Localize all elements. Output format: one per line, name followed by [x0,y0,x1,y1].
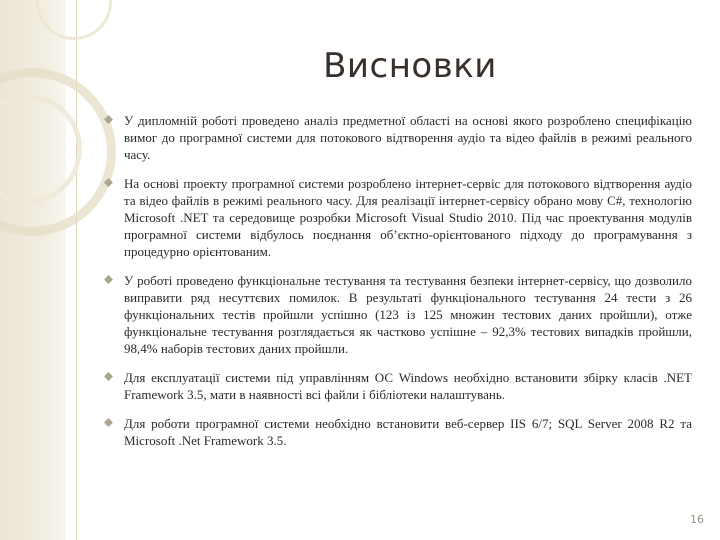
list-item-text: У дипломній роботі проведено аналіз предметної області на основі якого розроблено специфікацію вимог до програмної системи для потокового відтворення аудіо та відео файлів в режимі реального часу. [124,113,692,162]
bullet-list [104,112,692,461]
list-item [104,272,692,357]
bullet-diamond-icon [104,372,113,381]
bullet-diamond-icon [104,115,113,124]
bullet-diamond-icon [104,418,113,427]
list-item-text: На основі проекту програмної системи розроблено інтернет-сервіс для потокового відтворення аудіо та відео файлів в режимі реального часу. Для реалізації інтернет-сервісу обрано мову C#, технологію Microsoft .NET та середовище розробки Microsoft Visual Studio 2010. Під час проектування модулів програмної системи відбулось поєднання об’єктно-орієнтованого підходу до програмування з процедурно орієнтованим. [124,176,692,259]
list-item [104,112,692,163]
list-item-text: Для роботи програмної системи необхідно встановити веб-сервер IIS 6/7; SQL Server 2008 R2 та Microsoft .Net Framework 3.5. [124,416,692,448]
list-item-text: У роботі проведено функціональне тестування та тестування безпеки інтернет-сервісу, що дозволило виправити ряд несуттєвих помилок. В результаті функціонального тестування 24 тести з 26 функціональних тестів пройшли успішно (123 із 125 множин тестових даних пройшли), отже функціональне тестування розглядається як частково успішне – 92,3% тестових випадків пройшли, 98,4% наборів тестових даних пройшли. [124,273,692,356]
bullet-diamond-icon [104,178,113,187]
bullet-diamond-icon [104,275,113,284]
list-item [104,415,692,449]
list-item [104,369,692,403]
list-item-text: Для експлуатації системи під управлінням ОС Windows необхідно встановити збірку класів .NET Framework 3.5, мати в наявності всі файли і бібліотеки налаштувань. [124,370,692,402]
page-number: 16 [690,513,704,526]
slide-title: Висновки [323,46,497,86]
list-item [104,175,692,260]
